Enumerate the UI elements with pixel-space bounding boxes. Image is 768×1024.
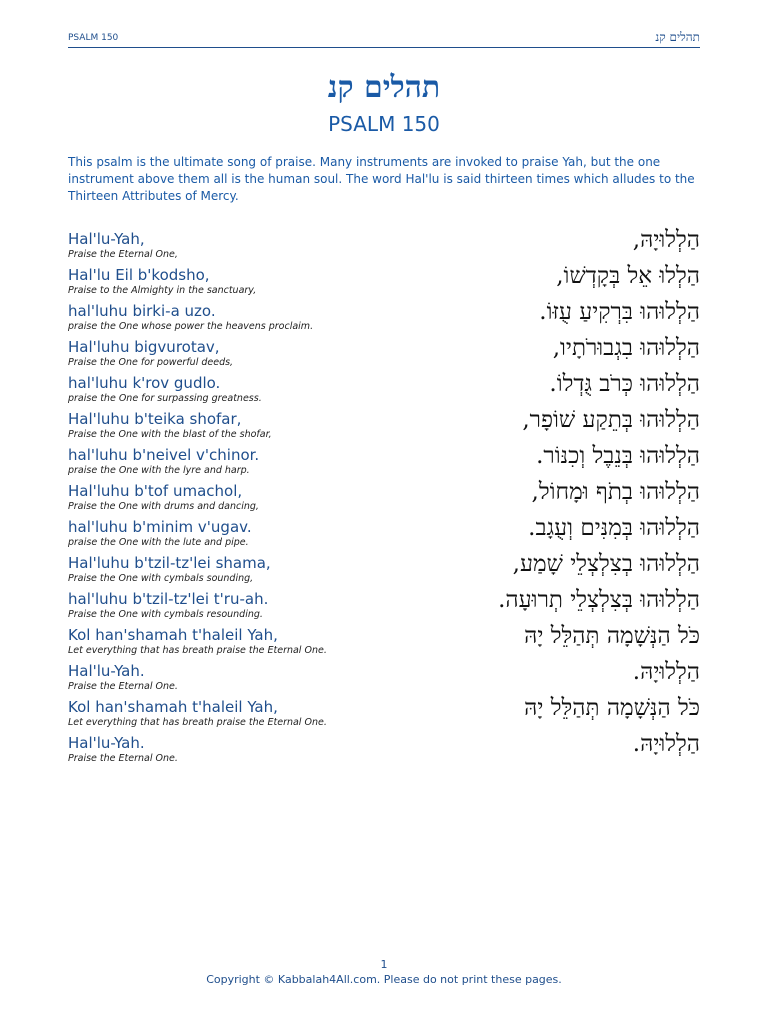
verse-transliteration: hal'luhu b'minim v'ugav.	[68, 518, 252, 536]
verse-hebrew: הַלְלוּהוּ בְּמִנִּים וְעֻגָב.	[528, 515, 700, 541]
verse-row	[68, 623, 700, 659]
verse-hebrew: הַלְלוּהוּ בִּרְקִיעַ עֻזּוֹ.	[539, 299, 700, 325]
verse-hebrew: הַלְלוּיָהּ.	[632, 731, 700, 757]
verse-transliteration: hal'luhu b'neivel v'chinor.	[68, 446, 260, 464]
verse-row	[68, 695, 700, 731]
verse-hebrew: הַלְלוּהוּ בְּצִלְצְלֵי תְרוּעָה.	[498, 587, 700, 613]
verse-row	[68, 731, 700, 767]
verse-hebrew: כֹּל הַנְּשָׁמָה תְּהַלֵּל יָהּ	[524, 695, 700, 721]
verse-transliteration: Hal'lu Eil b'kodsho,	[68, 266, 210, 284]
verse-row	[68, 299, 700, 335]
verse-hebrew: הַלְלוּהוּ בְצִלְצְלֵי שָׁמַע,	[512, 551, 700, 577]
verse-list	[68, 227, 700, 767]
verse-translation: Let everything that has breath praise the Eternal One.	[68, 717, 327, 728]
verse-row	[68, 227, 700, 263]
copyright-footer: Copyright © Kabbalah4All.com. Please do not print these pages.	[206, 973, 562, 986]
verse-transliteration: Hal'lu-Yah,	[68, 230, 145, 248]
verse-transliteration: Hal'lu-Yah.	[68, 662, 145, 680]
verse-hebrew: הַלְלוּהוּ בִגְבוּרֹתָיו,	[552, 335, 700, 361]
page-number: 1	[380, 958, 388, 971]
title-hebrew: תהלים קנ	[327, 70, 441, 105]
verse-translation: Praise the One with cymbals sounding,	[68, 573, 254, 584]
verse-transliteration: hal'luhu birki-a uzo.	[68, 302, 216, 320]
verse-translation: praise the One with the lute and pipe.	[68, 537, 249, 548]
verse-row	[68, 515, 700, 551]
verse-row	[68, 371, 700, 407]
title-english: PSALM 150	[328, 112, 440, 136]
verse-translation: Praise the One with cymbals resounding.	[68, 609, 263, 620]
verse-transliteration: hal'luhu b'tzil-tz'lei t'ru-ah.	[68, 590, 269, 608]
verse-transliteration: hal'luhu k'rov gudlo.	[68, 374, 221, 392]
verse-hebrew: הַלְלוּיָהּ,	[632, 227, 700, 253]
verse-translation: praise the One with the lyre and harp.	[68, 465, 250, 476]
verse-translation: praise the One for surpassing greatness.	[68, 393, 262, 404]
verse-row	[68, 407, 700, 443]
verse-hebrew: כֹּל הַנְּשָׁמָה תְּהַלֵּל יָהּ	[524, 623, 700, 649]
verse-transliteration: Hal'luhu b'tzil-tz'lei shama,	[68, 554, 271, 572]
verse-translation: Praise the Eternal One,	[68, 249, 178, 260]
running-header-left: PSALM 150	[68, 33, 119, 43]
verse-row	[68, 335, 700, 371]
verse-translation: Praise the One for powerful deeds,	[68, 357, 234, 368]
intro-paragraph: This psalm is the ultimate song of praise. Many instruments are invoked to praise Yah, but the one instrument above them all is the human soul. The word Hal'lu is said thirteen times which alludes to the Thirteen Attributes of Mercy.	[68, 155, 695, 203]
verse-translation: Praise the Eternal One.	[68, 681, 178, 692]
verse-row	[68, 659, 700, 695]
verse-translation: praise the One whose power the heavens proclaim.	[68, 321, 314, 332]
verse-hebrew: הַלְלוּהוּ כְּרֹב גֻּדְלוֹ.	[549, 371, 700, 397]
verse-row	[68, 587, 700, 623]
verse-row	[68, 479, 700, 515]
running-header-right: תהלים קנ	[655, 30, 700, 44]
verse-translation: Praise to the Almighty in the sanctuary,	[68, 285, 257, 296]
verse-hebrew: הַלְלוּיָהּ.	[632, 659, 700, 685]
verse-row	[68, 443, 700, 479]
verse-hebrew: הַלְלוּ אֵל בְּקָדְשׁוֹ,	[556, 263, 700, 289]
verse-hebrew: הַלְלוּהוּ בְּנֵבֶל וְכִנּוֹר.	[536, 443, 700, 469]
verse-transliteration: Kol han'shamah t'haleil Yah,	[68, 626, 278, 644]
verse-hebrew: הַלְלוּהוּ בְּתֵקַע שׁוֹפָר,	[522, 407, 700, 433]
verse-transliteration: Hal'lu-Yah.	[68, 734, 145, 752]
verse-row	[68, 551, 700, 587]
verse-transliteration: Hal'luhu bigvurotav,	[68, 338, 220, 356]
verse-translation: Let everything that has breath praise the Eternal One.	[68, 645, 327, 656]
header-rule	[68, 47, 700, 48]
verse-row	[68, 263, 700, 299]
verse-transliteration: Hal'luhu b'teika shofar,	[68, 410, 242, 428]
verse-transliteration: Hal'luhu b'tof umachol,	[68, 482, 243, 500]
verse-translation: Praise the One with drums and dancing,	[68, 501, 259, 512]
verse-translation: Praise the Eternal One.	[68, 753, 178, 764]
verse-translation: Praise the One with the blast of the shofar,	[68, 429, 272, 440]
verse-transliteration: Kol han'shamah t'haleil Yah,	[68, 698, 278, 716]
verse-hebrew: הַלְלוּהוּ בְתֹף וּמָחוֹל,	[531, 479, 700, 505]
